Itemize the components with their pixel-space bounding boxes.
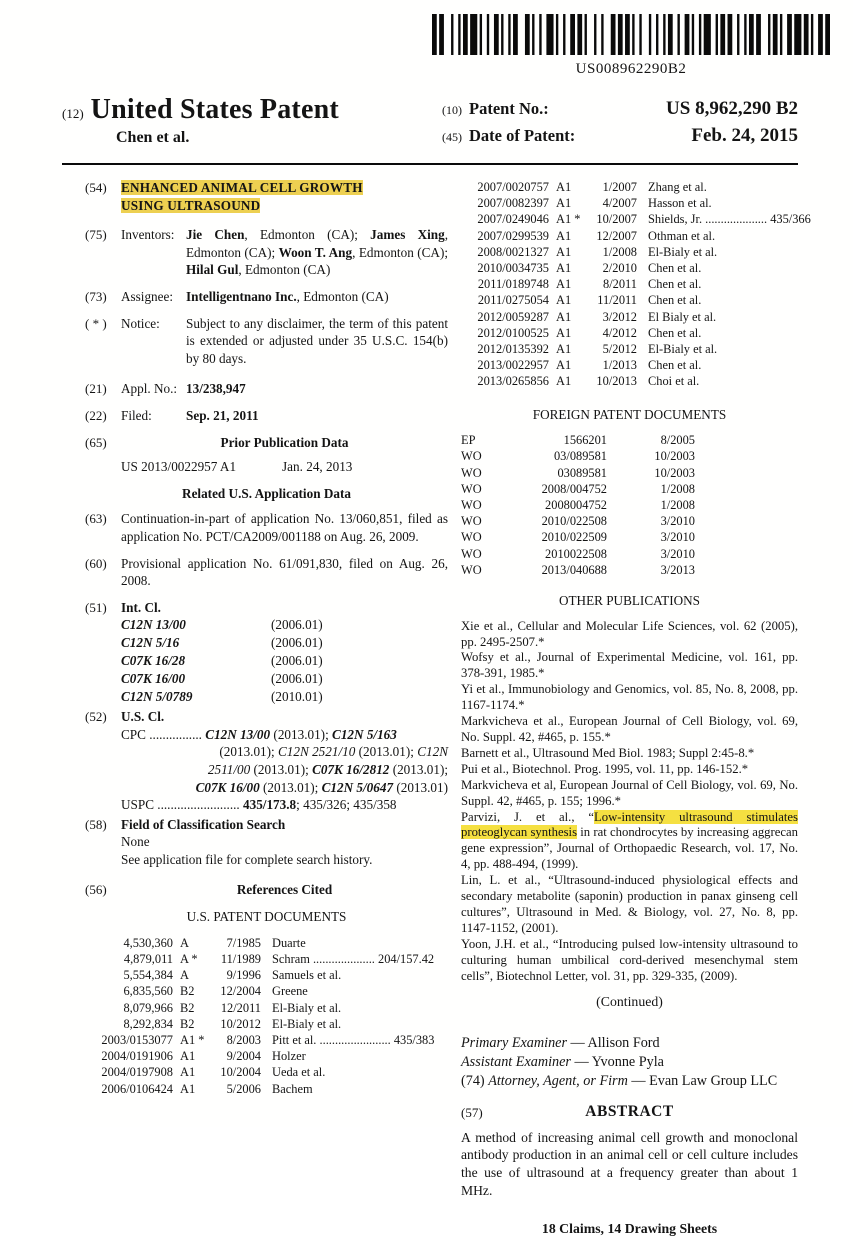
us-patent-table-right: [461, 179, 811, 390]
foreign-patent-row: [461, 497, 798, 513]
patent-number: 5,554,384: [123, 968, 173, 983]
section-notice: [85, 315, 448, 368]
filed-label: Filed:: [121, 407, 152, 423]
uspc-line: USPC ......................... 435/173.8; 435/326; 435/358: [121, 797, 397, 813]
patent-date: 10/2013: [596, 374, 637, 389]
attorney-line: (74) Attorney, Agent, or Firm — Evan Law Group LLC: [461, 1073, 778, 1090]
notice-text: Subject to any disclaimer, the term of this patent is extended or adjusted under 35 U.S.C. 154(b) by 80 days.: [186, 315, 448, 366]
patent-name: El-Bialy et al.: [272, 1016, 342, 1031]
prior-publication-heading: Prior Publication Data: [220, 434, 349, 450]
country-code: EP: [461, 433, 476, 448]
field-search-none: None: [121, 834, 150, 850]
int-cl-version: (2006.01): [271, 653, 323, 669]
patent-number: 2012/0135392: [477, 342, 549, 357]
foreign-patent-row: [461, 529, 798, 545]
section-code: (60): [85, 555, 107, 571]
patent-kind: A1 *: [180, 1033, 205, 1048]
int-cl-class: C12N 5/16: [121, 635, 180, 651]
patent-number: 2004/0191906: [101, 1049, 173, 1064]
patent-number-row: [442, 98, 798, 120]
patent-name: El Bialy et al.: [648, 309, 717, 324]
cpc-line: C07K 16/00 (2013.01); C12N 5/0647 (2013.01): [195, 779, 448, 795]
patent-number: 2012/0100525: [477, 325, 549, 340]
publication-date: Jan. 24, 2013: [282, 459, 353, 475]
header-left: [62, 94, 339, 147]
invention-title-line1: ENHANCED ANIMAL CELL GROWTH: [121, 180, 363, 195]
foreign-patent-row: [461, 432, 798, 448]
foreign-patent-row: [461, 481, 798, 497]
document-header: [62, 94, 798, 152]
patent-date: 10/2004: [220, 1065, 261, 1080]
patent-kind: A1: [180, 1065, 196, 1080]
patent-date: 1/2008: [602, 244, 637, 259]
left-column: [85, 179, 448, 1237]
patent-date: 1/2013: [602, 358, 637, 373]
int-cl-row: [121, 688, 448, 706]
patent-name: Schram .................... 204/157.42: [272, 952, 435, 967]
patent-number: 8,079,966: [123, 1000, 173, 1015]
patent-date-row: [442, 125, 798, 147]
patent-name: Hasson et al.: [648, 196, 712, 211]
section-code: (57): [461, 1105, 483, 1121]
appl-no-label: Appl. No.:: [121, 381, 178, 397]
foreign-date: 3/2010: [660, 546, 695, 561]
section-code: (63): [85, 511, 107, 527]
foreign-patent-row: [461, 562, 798, 578]
patent-kind: A1: [556, 228, 572, 243]
claims-line: 18 Claims, 14 Drawing Sheets: [541, 1220, 718, 1236]
us-patent-row: [85, 967, 448, 983]
section-code: (52): [85, 709, 107, 725]
patent-date: 11/2011: [597, 293, 637, 308]
foreign-number: 2008004752: [545, 498, 607, 513]
foreign-date: 3/2010: [660, 514, 695, 529]
section-56-references: [85, 881, 448, 899]
foreign-patent-row: [461, 513, 798, 529]
patent-date: 3/2012: [602, 309, 637, 324]
foreign-date: 10/2003: [654, 465, 695, 480]
assignee-value: Intelligentnano Inc., Edmonton (CA): [186, 288, 389, 304]
us-patent-row: [461, 325, 798, 341]
patent-name: Duarte: [272, 935, 306, 950]
section-63-continuation: [85, 510, 448, 545]
patent-kind: A1: [556, 309, 572, 324]
publication-item: Xie et al., Cellular and Molecular Life Sciences, vol. 62 (2005), pp. 2495-2507.*: [461, 618, 798, 649]
patent-kind: A1: [556, 196, 572, 211]
int-cl-label: Int. Cl.: [121, 599, 161, 615]
patent-kind: A1: [556, 358, 572, 373]
us-patent-row: [461, 195, 798, 211]
patent-name: Chen et al.: [648, 277, 702, 292]
int-cl-row: [121, 670, 448, 688]
section-code: (51): [85, 599, 107, 615]
inventors-label: Inventors:: [121, 227, 175, 243]
cpc-line: CPC ................ C12N 13/00 (2013.01); C12N 5/163: [121, 726, 397, 742]
foreign-date: 3/2010: [660, 530, 695, 545]
patent-name: El-Bialy et al.: [272, 1000, 342, 1015]
assignee-label: Assignee:: [121, 288, 174, 304]
section-code: (65): [85, 434, 107, 450]
int-cl-row: [121, 652, 448, 670]
other-publications-heading: OTHER PUBLICATIONS: [558, 593, 701, 609]
us-patent-row: [461, 228, 798, 244]
patent-date: 8/2003: [226, 1033, 261, 1048]
int-cl-class: C07K 16/00: [121, 671, 186, 687]
patent-date: 12/2007: [596, 228, 637, 243]
foreign-number: 03089581: [557, 465, 607, 480]
us-patent-row: [85, 1000, 448, 1016]
patent-number-label: Patent No.:: [469, 99, 549, 118]
patent-date: 10/2007: [596, 212, 637, 227]
us-patent-table-left: [85, 935, 448, 1097]
us-patent-row: [85, 935, 448, 951]
filed-value: Sep. 21, 2011: [186, 407, 259, 423]
country-code: WO: [461, 514, 482, 529]
section-code: (22): [85, 407, 107, 423]
section-code: (54): [85, 180, 107, 195]
us-patent-row: [85, 951, 448, 967]
patent-kind: A1: [556, 244, 572, 259]
us-patent-row: [461, 211, 811, 227]
patent-name: El-Bialy et al.: [648, 342, 718, 357]
us-patent-row: [85, 983, 448, 999]
section-58-field-of-search: [85, 816, 448, 869]
patent-number: 2007/0299539: [477, 228, 549, 243]
patent-name: Choi et al.: [648, 374, 700, 389]
section-60-provisional: [85, 555, 448, 590]
patent-date: 2/2010: [602, 261, 637, 276]
patent-date: 12/2011: [220, 1000, 261, 1015]
foreign-number: 2010/022508: [541, 514, 607, 529]
patent-number: 2007/0020757: [477, 180, 549, 194]
patent-number: 2010/0034735: [477, 261, 549, 276]
section-code: (75): [85, 227, 107, 243]
foreign-date: 10/2003: [654, 449, 695, 464]
two-column-body: [85, 179, 811, 1237]
foreign-date: 1/2008: [660, 481, 695, 496]
foreign-number: 1566201: [563, 433, 607, 448]
patent-date: 4/2012: [602, 325, 637, 340]
patent-date: 12/2004: [220, 984, 261, 999]
patent-name: El-Bialy et al.: [648, 244, 718, 259]
field-search-label: Field of Classification Search: [121, 816, 286, 832]
us-patent-row: [461, 292, 798, 308]
country-code: WO: [461, 449, 482, 464]
appl-no-value: 13/238,947: [186, 381, 246, 397]
patent-name: Ueda et al.: [272, 1065, 326, 1080]
int-cl-version: (2006.01): [271, 635, 323, 651]
country-code: WO: [461, 498, 482, 513]
continuation-text: Continuation-in-part of application No. 13/060,851, filed as application No. PCT/CA2009/001188 on Aug. 26, 2009.: [121, 511, 448, 544]
section-code: (56): [85, 881, 107, 897]
provisional-text: Provisional application No. 61/091,830, filed on Aug. 26, 2008.: [121, 555, 448, 589]
barcode: [430, 14, 832, 78]
patent-number: 2012/0059287: [477, 309, 549, 324]
patent-name: Zhang et al.: [648, 180, 707, 194]
patent-name: Holzer: [272, 1049, 306, 1064]
related-app-data-heading: Related U.S. Application Data: [182, 485, 351, 501]
abstract-heading: ABSTRACT: [585, 1103, 674, 1121]
foreign-number: 03/089581: [553, 449, 607, 464]
patent-number-code: (10): [442, 103, 462, 117]
patent-name: Chen et al.: [648, 358, 702, 373]
us-cl-label: U.S. Cl.: [121, 709, 165, 725]
us-patent-row: [85, 1032, 448, 1048]
int-cl-table: [121, 616, 448, 706]
country-code: WO: [461, 481, 482, 496]
section-code: (73): [85, 288, 107, 304]
section-65-prior-publication: [85, 434, 448, 476]
foreign-patent-heading: FOREIGN PATENT DOCUMENTS: [532, 406, 727, 422]
patent-number: 8,292,834: [123, 1016, 173, 1031]
patent-number: 2011/0275054: [477, 293, 549, 308]
us-patent-row: [461, 244, 798, 260]
primary-examiner: Primary Examiner — Allison Ford: [461, 1035, 660, 1052]
patent-date: 10/2012: [220, 1016, 261, 1031]
foreign-patent-row: [461, 546, 798, 562]
patent-kind: A: [180, 935, 189, 950]
patent-date-value: Feb. 24, 2015: [691, 125, 798, 146]
header-right: [442, 94, 798, 152]
patent-kind: B2: [180, 1016, 195, 1031]
foreign-date: 3/2013: [660, 562, 695, 577]
patent-date: 1/2007: [602, 180, 637, 194]
patent-number: 2011/0189748: [477, 277, 549, 292]
patent-name: Pitt et al. ....................... 435/383: [272, 1033, 435, 1048]
patent-number: 2004/0197908: [101, 1065, 173, 1080]
us-patent-row: [461, 357, 798, 373]
patent-name: Shields, Jr. .................... 435/366: [648, 212, 811, 227]
foreign-number: 2010/022509: [541, 530, 607, 545]
cpc-lines: [121, 726, 448, 796]
patent-kind: B2: [180, 1000, 195, 1015]
us-patent-row: [461, 260, 798, 276]
patent-name: Chen et al.: [648, 325, 702, 340]
patent-kind: A1: [180, 1081, 196, 1096]
us-patent-documents-heading: U.S. PATENT DOCUMENTS: [186, 909, 347, 925]
patent-number: 6,835,560: [123, 984, 173, 999]
us-patent-row: [461, 341, 798, 357]
int-cl-version: (2006.01): [271, 617, 323, 633]
patent-date: 5/2012: [602, 342, 637, 357]
int-cl-version: (2006.01): [271, 671, 323, 687]
patent-number: 2008/0021327: [477, 244, 549, 259]
int-cl-row: [121, 634, 448, 652]
patent-kind: B2: [180, 984, 195, 999]
publication-item: Yi et al., Immunobiology and Genomics, vol. 85, No. 8, 2008, pp. 1167-1174.*: [461, 682, 798, 713]
patent-name: Othman et al.: [648, 228, 716, 243]
abstract-text: A method of increasing animal cell growth and monoclonal antibody production in an animal cell or cell culture includes the use of ultrasound at a frequency greater than about 1 MHz.: [461, 1129, 798, 1199]
patent-number: 4,530,360: [123, 935, 173, 950]
foreign-patent-row: [461, 448, 798, 464]
patent-date-label: Date of Patent:: [469, 126, 576, 145]
patent-number: 2007/0249046: [477, 212, 549, 227]
patent-date: 9/2004: [226, 1049, 261, 1064]
patent-date: 9/1996: [226, 968, 261, 983]
foreign-patent-row: [461, 465, 798, 481]
patent-date-code: (45): [442, 130, 462, 144]
int-cl-version: (2010.01): [271, 689, 323, 705]
patent-kind: A: [180, 968, 189, 983]
patent-date: 4/2007: [602, 196, 637, 211]
section-52-us-cl: [85, 708, 448, 814]
right-column: [461, 179, 811, 1237]
patent-name: Chen et al.: [648, 293, 702, 308]
publication-item: Parvizi, J. et al., “Low-intensity ultrasound stimulates proteoglycan synthesis in rat chondrocytes by increasing aggrecan gene expression”, Journal of Orthopaedic Research, vol. 17, No. 4, pp. 488-494, (1999).: [461, 809, 798, 872]
us-patent-row: [85, 1081, 448, 1097]
publication-item: Yoon, J.H. et al., “Introducing pulsed low-intensity ultrasound to culturing human umbilical cord-derived mesenchymal stem cells”, Biotechnol Letter, vol. 31, pp. 329-335, (2009).: [461, 936, 798, 983]
us-patent-row: [85, 1016, 448, 1032]
barcode-number: US008962290B2: [575, 61, 687, 77]
patent-name: Samuels et al.: [272, 968, 342, 983]
country-code: WO: [461, 546, 482, 561]
patent-kind: A1: [556, 293, 572, 308]
patent-number: 2003/0153077: [101, 1033, 173, 1048]
publication-number: US 2013/0022957 A1: [121, 459, 237, 475]
section-73-assignee: [85, 288, 448, 306]
patent-kind: A1: [180, 1049, 196, 1064]
int-cl-class: C07K 16/28: [121, 653, 186, 669]
patent-name: Chen et al.: [648, 261, 702, 276]
int-cl-class: C12N 5/0789: [121, 689, 193, 705]
patent-number: 2013/0022957: [477, 358, 549, 373]
us-patent-row: [85, 1064, 448, 1080]
section-22-filed: [85, 407, 448, 425]
assistant-examiner: Assistant Examiner — Yvonne Pyla: [461, 1054, 664, 1071]
foreign-date: 1/2008: [660, 498, 695, 513]
patent-number: 2006/0106424: [101, 1081, 173, 1096]
patent-number: 2007/0082397: [477, 196, 549, 211]
int-cl-row: [121, 616, 448, 634]
patent-name: Greene: [272, 984, 308, 999]
kind-code: (12): [62, 106, 84, 121]
page-title: United States Patent: [90, 94, 339, 125]
foreign-number: 2010022508: [545, 546, 607, 561]
invention-title: [121, 179, 448, 214]
publication-item: Pui et al., Biotechnol. Prog. 1995, vol. 11, pp. 146-152.*: [461, 761, 749, 776]
foreign-patent-table: [461, 432, 798, 578]
patent-number: 2013/0265856: [477, 374, 549, 389]
section-51-int-cl: [85, 599, 448, 707]
byline: Chen et al.: [116, 129, 190, 146]
patent-kind: A *: [180, 952, 198, 967]
patent-kind: A1 *: [556, 212, 581, 227]
patent-kind: A1: [556, 374, 572, 389]
country-code: WO: [461, 562, 482, 577]
patent-date: 7/1985: [226, 935, 261, 950]
header-divider: [62, 163, 798, 165]
section-54-title: [85, 179, 448, 214]
patent-number-value: US 8,962,290 B2: [666, 98, 798, 119]
us-patent-row: [461, 179, 798, 195]
section-code: (21): [85, 381, 107, 397]
foreign-date: 8/2005: [660, 433, 695, 448]
publication-item: Lin, L. et al., “Ultrasound-induced physiological effects and secondary metabolite (saponin) production in panax ginseng cell cultures”, Ultrasound in Med. & Biology, vol. 27, No. 8, pp. 1147-1152, (2001).: [461, 873, 798, 935]
references-cited-heading: References Cited: [236, 881, 333, 897]
patent-name: Bachem: [272, 1081, 313, 1096]
field-search-note: See application file for complete search history.: [121, 852, 373, 868]
publication-item: Markvicheva et al., European Journal of Cell Biology, vol. 69, No. Suppl. 42, #465, p. 155.*: [461, 714, 798, 744]
patent-date: 11/1989: [220, 952, 261, 967]
abstract-heading-row: [461, 1103, 798, 1121]
section-75-inventors: [85, 226, 448, 279]
publication-item: Wofsy et al., Journal of Experimental Medicine, vol. 161, pp. 378-391, 1985.*: [461, 650, 798, 681]
country-code: WO: [461, 530, 482, 545]
patent-date: 5/2006: [226, 1081, 261, 1096]
patent-kind: A1: [556, 261, 572, 276]
patent-kind: A1: [556, 342, 572, 357]
foreign-number: 2013/040688: [541, 562, 607, 577]
us-patent-row: [461, 373, 798, 389]
patent-date: 8/2011: [603, 277, 637, 292]
inventors-value: Jie Chen, Edmonton (CA); James Xing, Edmonton (CA); Woon T. Ang, Edmonton (CA); Hilal Gul, Edmonton (CA): [186, 227, 448, 278]
patent-kind: A1: [556, 325, 572, 340]
int-cl-class: C12N 13/00: [121, 617, 186, 633]
foreign-number: 2008/004752: [541, 481, 607, 496]
section-code: ( * ): [85, 315, 107, 331]
cpc-line: 2511/00 (2013.01); C07K 16/2812 (2013.01);: [207, 762, 448, 778]
us-patent-row: [85, 1048, 448, 1064]
invention-title-line2: USING ULTRASOUND: [121, 197, 261, 213]
patent-number: 4,879,011: [123, 952, 173, 967]
publication-item: Markvicheva et al, European Journal of Cell Biology, vol. 69, No. Suppl. 42, #465, p. 155; 1996.*: [461, 777, 798, 808]
other-publications-list: [461, 619, 798, 985]
us-patent-row: [461, 309, 798, 325]
publication-item: Barnett et al., Ultrasound Med Biol. 1983; Suppl 2:45-8.*: [461, 745, 755, 760]
barcode-image: [430, 14, 832, 60]
prior-publication-entry: [121, 458, 448, 476]
us-patent-row: [461, 276, 798, 292]
notice-label: Notice:: [121, 315, 160, 331]
examiner-block: [461, 1034, 798, 1091]
patent-kind: A1: [556, 180, 572, 194]
cpc-line: (2013.01); C12N 2521/10 (2013.01); C12N: [219, 744, 448, 760]
section-21-appl-no: [85, 380, 448, 398]
country-code: WO: [461, 465, 482, 480]
patent-kind: A1: [556, 277, 572, 292]
continued-note: (Continued): [596, 993, 663, 1009]
section-code: (58): [85, 816, 107, 832]
